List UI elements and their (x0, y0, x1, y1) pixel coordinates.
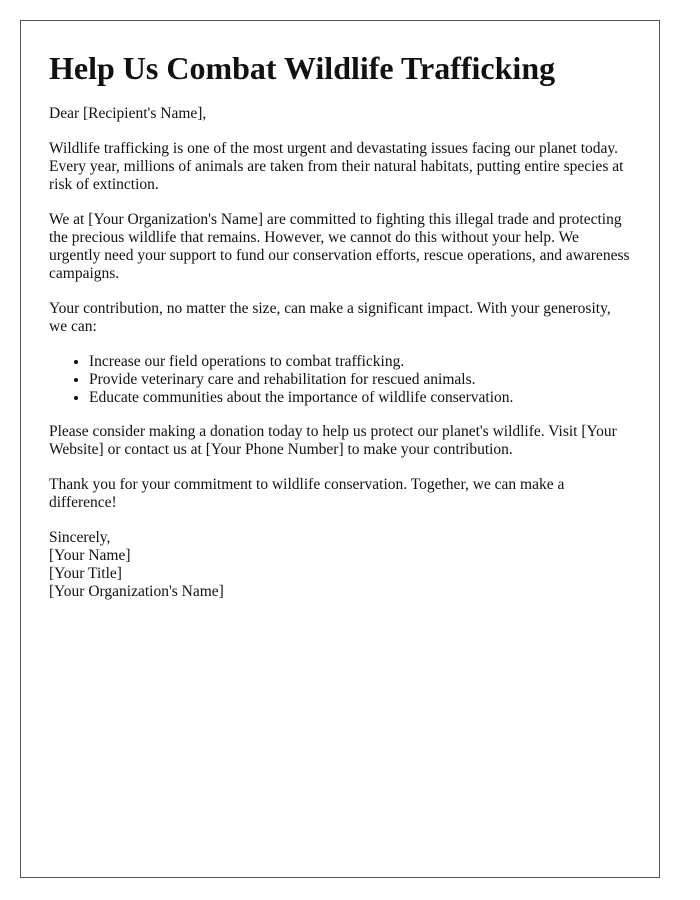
signature-block (49, 529, 631, 601)
paragraph-intro: Wildlife trafficking is one of the most urgent and devastating issues facing our planet today. Every year, millions of animals are taken from their natural habitats, putting entire species at risk of extinction. (49, 140, 624, 193)
letter-title: Help Us Combat Wildlife Trafficking (49, 50, 556, 86)
signer-title: [Your Title] (49, 565, 122, 582)
impact-list (49, 353, 631, 407)
signer-name: [Your Name] (49, 547, 131, 564)
salutation: Dear [Recipient's Name], (49, 105, 207, 122)
valediction: Sincerely, (49, 529, 111, 546)
paragraph-call-to-action: Please consider making a donation today to help us protect our planet's wildlife. Visit [Your Website] or contact us at [Your Phone Number] to make your contribution. (49, 423, 617, 458)
signer-organization: [Your Organization's Name] (49, 583, 224, 600)
list-item: • Increase our field operations to combat trafficking. (89, 353, 631, 371)
paragraph-organization: We at [Your Organization's Name] are committed to fighting this illegal trade and protecting the precious wildlife that remains. However, we cannot do this without your help. We urgently need your support to fund our conservation efforts, rescue operations, and awareness campaigns. (49, 211, 630, 282)
letter-page (20, 20, 660, 878)
list-item: • Educate communities about the importance of wildlife conservation. (89, 389, 631, 407)
paragraph-thank-you: Thank you for your commitment to wildlife conservation. Together, we can make a difference! (49, 476, 565, 511)
list-item: • Provide veterinary care and rehabilitation for rescued animals. (89, 371, 631, 389)
paragraph-contribution: Your contribution, no matter the size, can make a significant impact. With your generosity, we can: (49, 300, 611, 335)
